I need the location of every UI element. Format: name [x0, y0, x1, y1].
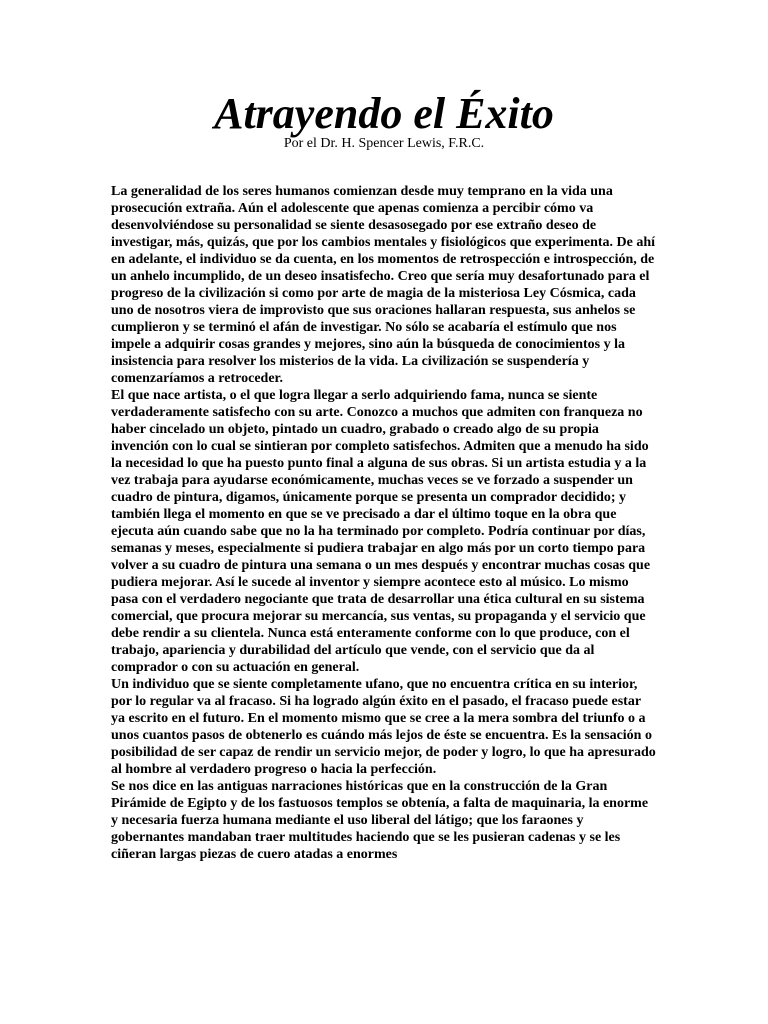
body-paragraph: La generalidad de los seres humanos comienzan desde muy temprano en la vida una prosecución extraña. Aún el adolescente que apenas comienza a percibir cómo va desenvolviéndose su personalidad se siente desasosegado por ese extraño deseo de investigar, más, quizás, que por los cambios mentales y fisiológicos que experimenta. De ahí en adelante, el individuo se da cuenta, en los momentos de retrospección e introspección, de un anhelo incumplido, de un deseo insatisfecho. Creo que sería muy desafortunado para el progreso de la civilización si como por arte de magia de la misteriosa Ley Cósmica, cada uno de nosotros viera de improvisto que sus oraciones hallaran respuesta, sus anhelos se cumplieron y se terminó el afán de investigar. No sólo se acabaría el estímulo que nos impele a adquirir cosas grandes y mejores, sino aún la búsqueda de conocimientos y la insistencia para resolver los misterios de la vida. La civilización se suspendería y comenzaríamos a retroceder. [111, 184, 656, 386]
document-byline: Por el Dr. H. Spencer Lewis, F.R.C. [283, 136, 485, 151]
body-paragraph: Un individuo que se siente completamente ufano, que no encuentra crítica en su interior, por lo regular va al fracaso. Si ha logrado algún éxito en el pasado, el fracaso puede estar ya escrito en el futuro. En el momento mismo que se cree a la mera sombra del triunfo o a unos cuantos pasos de obtenerlo es cuándo más lejos de éste se encuentra. Es la sensación o posibilidad de ser capaz de rendir un servicio mejor, de poder y logro, lo que ha apresurado al hombre al verdadero progreso o hacia la perfección. [111, 677, 656, 777]
document-title: Atrayendo el Éxito [214, 89, 554, 138]
body-paragraph: Se nos dice en las antiguas narraciones históricas que en la construcción de la Gran Pirámide de Egipto y de los fastuosos templos se obtenía, a falta de maquinaria, la enorme y necesaria fuerza humana mediante el uso liberal del látigo; que los faraones y gobernantes mandaban traer multitudes haciendo que se les pusieran cadenas y se les ciñeran largas piezas de cuero atadas a enormes [111, 779, 649, 862]
body-paragraph: El que nace artista, o el que logra llegar a serlo adquiriendo fama, nunca se siente verdaderamente satisfecho con su arte. Conozco a muchos que admiten con franqueza no haber cincelado un objeto, pintado un cuadro, grabado o creado algo de su propia invención con lo cual se sintieran por completo satisfechos. Admiten que a menudo ha sido la necesidad lo que ha puesto punto final a alguna de sus obras. Si un artista estudia y a la vez trabaja para ayudarse económicamente, muchas veces se ve forzado a suspender un cuadro de pintura, digamos, únicamente porque se presenta un comprador decidido; y también llega el momento en que se ve precisado a dar el último toque en la obra que ejecuta aún cuando sabe que no la ha terminado por completo. Podría continuar por días, semanas y meses, especialmente si pudiera trabajar en algo más por un corto tiempo para volver a su cuadro de pintura una semana o un mes después y encontrar muchas cosas que pudiera mejorar. Así le sucede al inventor y siempre acontece esto al músico. Lo mismo pasa con el verdadero negociante que trata de desarrollar una ética cultural en su sistema comercial, que procura mejorar su mercancía, sus ventas, su propaganda y el servicio que debe rendir a su clientela. Nunca está enteramente conforme con lo que produce, con el trabajo, apariencia y durabilidad del artículo que vende, con el servicio que da al comprador o con su actuación en general. [111, 388, 651, 675]
document-body [111, 183, 656, 863]
